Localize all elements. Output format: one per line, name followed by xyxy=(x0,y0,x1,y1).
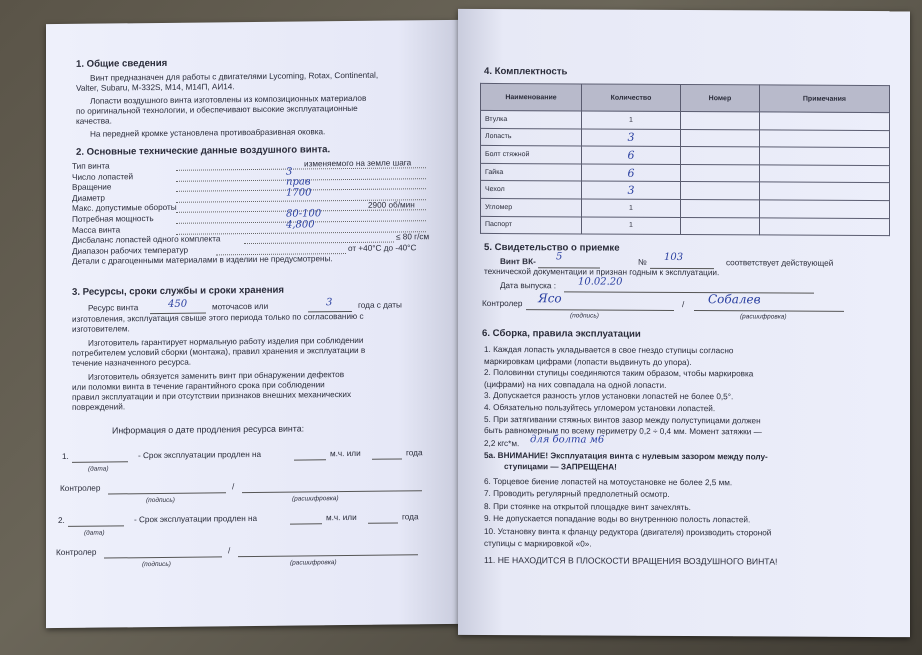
spec-label: Вращение xyxy=(72,182,112,193)
cell-number xyxy=(681,111,760,129)
date-caption: (дата) xyxy=(88,465,109,473)
cell-notes xyxy=(759,147,889,165)
resource-years: 3 xyxy=(326,297,333,309)
release-date: 10.02.20 xyxy=(578,276,623,288)
cell-notes xyxy=(759,129,889,147)
text-line: по оригинальной технологии, и обеспечивают высокие эксплуатационные xyxy=(76,103,358,116)
slash: / xyxy=(682,299,685,310)
cell-qty: 3 xyxy=(582,129,681,147)
ext-goda: года xyxy=(406,448,423,458)
ext-number: 2. xyxy=(58,515,65,526)
section-6-title: 6. Сборка, правила эксплуатации xyxy=(482,327,641,340)
spec-handwritten: прав xyxy=(286,176,311,188)
spec-value: ≤ 80 г/см xyxy=(396,232,430,242)
ext-text: - Срок эксплуатации продлен на xyxy=(134,513,258,525)
slash: / xyxy=(228,546,231,556)
no-label: № xyxy=(638,257,647,267)
text-line: Valter, Subaru, M-332S, M14, M14П, АИ14. xyxy=(76,82,235,93)
cell-qty: 1 xyxy=(582,111,681,129)
text-line: изготовления, эксплуатация свыше этого периода только по согласованию с xyxy=(72,311,364,324)
years-field[interactable] xyxy=(368,522,398,523)
sign-caption: (подпись) xyxy=(146,496,175,505)
decode-caption: (расшифровка) xyxy=(740,313,787,321)
table-row xyxy=(481,146,890,166)
resource-hours: 450 xyxy=(168,298,188,310)
col-header: Примечания xyxy=(759,85,889,113)
ext-goda: года xyxy=(402,512,419,522)
cell-notes xyxy=(759,165,889,183)
signature-field[interactable] xyxy=(526,309,674,311)
spec-label: Тип винта xyxy=(72,161,110,171)
spec-handwritten: 4,800 xyxy=(286,218,315,231)
serial-number: 103 xyxy=(664,251,684,263)
rule-line: 6. Торцевое биение лопастей на мотоустановке не более 2,5 мм. xyxy=(484,476,733,488)
col-header: Количество xyxy=(582,84,681,112)
spec-label: Диаметр xyxy=(72,193,105,203)
vint-label: Винт ВК- xyxy=(500,257,536,267)
date-field[interactable] xyxy=(72,461,128,463)
table-header-row xyxy=(481,83,890,112)
decode-field[interactable] xyxy=(238,554,418,557)
rule-line: 9. Не допускается попадание воды во внутреннюю полость лопастей. xyxy=(484,514,751,525)
spec-label: Потребная мощность xyxy=(72,214,154,224)
spec-label: Дисбаланс лопастей одного комплекта xyxy=(72,234,221,246)
cell-number xyxy=(681,217,760,235)
spec-label: Масса винта xyxy=(72,224,121,235)
controller-label: Контролер xyxy=(56,547,97,558)
col-header: Номер xyxy=(681,84,760,111)
section-3-title: 3. Ресурсы, сроки службы и сроки хранения xyxy=(72,284,284,298)
spec-label: Детали с драгоценными материалами в изделии не предусмотрены. xyxy=(72,254,333,267)
cell-name: Втулка xyxy=(481,110,582,128)
section-5-title: 5. Свидетельство о приемке xyxy=(484,241,620,254)
moment-text: 2,2 кгс*м. xyxy=(484,438,520,449)
table-row xyxy=(481,128,890,148)
rule-line: быть равномерным по всему периметру 0,2 ÷ 0,4 мм. Момент затяжки — xyxy=(484,426,762,437)
rule-line: 7. Проводить регулярный предполетный осмотр. xyxy=(484,489,670,500)
date-field[interactable] xyxy=(68,525,124,527)
text-line: повреждений. xyxy=(72,402,126,412)
controller-label: Контролер xyxy=(482,298,523,309)
signature-field[interactable] xyxy=(104,556,222,558)
cell-number xyxy=(681,164,760,182)
sign-caption: (подпись) xyxy=(570,312,599,320)
warning-line: 5а. ВНИМАНИЕ! Эксплуатация винта с нулевым зазором между полу- xyxy=(484,450,768,462)
cell-name: Лопасть xyxy=(481,128,582,146)
cell-qty: 3 xyxy=(582,181,681,199)
text-line: На передней кромке установлена противоабразивная оковка. xyxy=(90,127,326,139)
spec-value: изменяемого на земле шага xyxy=(304,158,412,169)
text-line: Изготовитель обязуется заменить винт при обнаружении дефектов xyxy=(88,370,345,382)
rule-line: 11. НЕ НАХОДИТСЯ В ПЛОСКОСТИ ВРАЩЕНИЯ ВОЗДУШНОГО ВИНТА! xyxy=(484,555,778,567)
table-row xyxy=(481,181,890,201)
text-line: Винт предназначен для работы с двигателями Lycoming, Rotax, Continental, xyxy=(90,70,379,83)
text-line: потребителем условий сборки (монтажа), правил хранения и эксплуатации в xyxy=(72,345,366,358)
hours-field[interactable] xyxy=(290,523,322,524)
text-line: Лопасти воздушного винта изготовлены из композиционных материалов xyxy=(90,93,367,106)
cell-name: Чехол xyxy=(481,181,582,199)
ext-number: 1. xyxy=(62,451,69,462)
table-row xyxy=(481,198,890,218)
rule-line: ступицы с маркировкой «0». xyxy=(484,538,592,549)
spec-value: 2900 об/мин xyxy=(368,200,415,211)
cell-qty: 6 xyxy=(582,164,681,182)
rule-line: 8. При стоянке на открытой площадке винт зачехлять. xyxy=(484,501,691,512)
cell-number xyxy=(681,129,760,147)
text-line: моточасов или xyxy=(212,301,269,312)
text-line: изготовителем. xyxy=(72,324,130,334)
fill-line xyxy=(564,291,814,293)
signature-field[interactable] xyxy=(108,492,226,494)
ext-text: - Срок эксплуатации продлен на xyxy=(138,449,262,461)
rule-line: 4. Обязательно пользуйтесь угломером установки лопастей. xyxy=(484,402,716,414)
sign-caption: (подпись) xyxy=(142,560,171,569)
rule-line: 5. При затягивании стяжных винтов зазор между полуступицами должен xyxy=(484,414,761,425)
spec-label: Диапазон рабочих температур xyxy=(72,245,189,256)
cell-qty: 1 xyxy=(582,199,681,217)
cell-qty: 6 xyxy=(582,146,681,164)
moment-note: для болта м6 xyxy=(530,434,605,446)
controller-label: Контролер xyxy=(60,483,101,494)
text-line: или поломки винта в течение гарантийного срока при соблюдении xyxy=(72,380,325,392)
text-line: года с даты xyxy=(358,300,402,310)
controller-signature: Ясо xyxy=(538,291,562,306)
release-date-label: Дата выпуска : xyxy=(500,281,557,291)
rule-line: 2. Половинки ступицы соединяются таким образом, чтобы маркировка xyxy=(484,368,754,379)
section-1-title: 1. Общие сведения xyxy=(76,57,168,70)
spec-handwritten: 3 xyxy=(286,166,293,178)
cell-number xyxy=(681,147,760,165)
table-row xyxy=(481,163,890,183)
rule-line: 1. Каждая лопасть укладывается в свое гнездо ступицы согласно xyxy=(484,344,734,356)
completeness-table xyxy=(480,83,890,236)
ext-mch: м.ч. или xyxy=(330,448,361,459)
col-header: Наименование xyxy=(481,83,582,111)
cell-number xyxy=(681,199,760,217)
hours-field[interactable] xyxy=(294,459,326,460)
rule-line: 10. Установку винта к фланцу редуктора (двигателя) производить стороной xyxy=(484,526,772,538)
decode-field[interactable] xyxy=(242,490,422,493)
cell-name: Болт стяжной xyxy=(481,146,582,164)
text-line: соответствует действующей xyxy=(726,258,834,268)
text-line: правил эксплуатации и при отсутствии признаков внешних механических xyxy=(72,389,352,402)
cell-notes xyxy=(759,182,889,200)
ext-mch: м.ч. или xyxy=(326,512,357,523)
date-caption: (дата) xyxy=(84,529,105,537)
text-line: технической документации и признан годным к эксплуатации. xyxy=(484,266,720,278)
text-line: качества. xyxy=(76,116,112,126)
rule-line: 3. Допускается разность углов установки лопастей не более 0,5°. xyxy=(484,391,734,402)
vk-number: 5 xyxy=(556,251,563,263)
cell-name: Гайка xyxy=(481,163,582,181)
section-2-title: 2. Основные технические данные воздушного винта. xyxy=(76,144,331,158)
right-page xyxy=(458,9,910,637)
table-row xyxy=(481,216,890,236)
cell-name: Угломер xyxy=(481,198,582,216)
warning-line: ступицами — ЗАПРЕЩЕНА! xyxy=(504,462,617,472)
text-line: Изготовитель гарантирует нормальную работу изделия при соблюдении xyxy=(88,335,364,348)
decode-caption: (расшифровка) xyxy=(292,495,339,503)
extension-title: Информация о дате продления ресурса винта: xyxy=(112,423,305,436)
controller-name: Собалев xyxy=(708,292,761,307)
years-field[interactable] xyxy=(372,458,402,459)
cell-qty: 1 xyxy=(582,217,681,235)
text-line: течение назначенного ресурса. xyxy=(72,357,192,368)
cell-number xyxy=(681,182,760,200)
spec-handwritten: 1700 xyxy=(286,187,312,199)
slash: / xyxy=(232,482,235,492)
cell-notes xyxy=(759,217,889,235)
left-page xyxy=(46,20,460,628)
spec-value: от +40°С до -40°С xyxy=(348,243,417,253)
rule-line: (цифрами) на них совпадала на одной лопасти. xyxy=(484,379,667,390)
cell-notes xyxy=(759,200,889,218)
rule-line: маркировкам цифрами (лопасти выдвинуть до упора). xyxy=(484,356,692,367)
text-line: Ресурс винта xyxy=(88,303,139,313)
spec-label: Макс. допустимые обороты xyxy=(72,203,177,214)
spec-label: Число лопастей xyxy=(72,171,134,182)
decode-caption: (расшифровка) xyxy=(290,559,337,567)
spec-handwritten: 80-100 xyxy=(286,208,322,220)
cell-notes xyxy=(759,112,889,130)
section-4-title: 4. Комплектность xyxy=(484,65,568,78)
table-row xyxy=(481,110,890,130)
cell-name: Паспорт xyxy=(481,216,582,234)
